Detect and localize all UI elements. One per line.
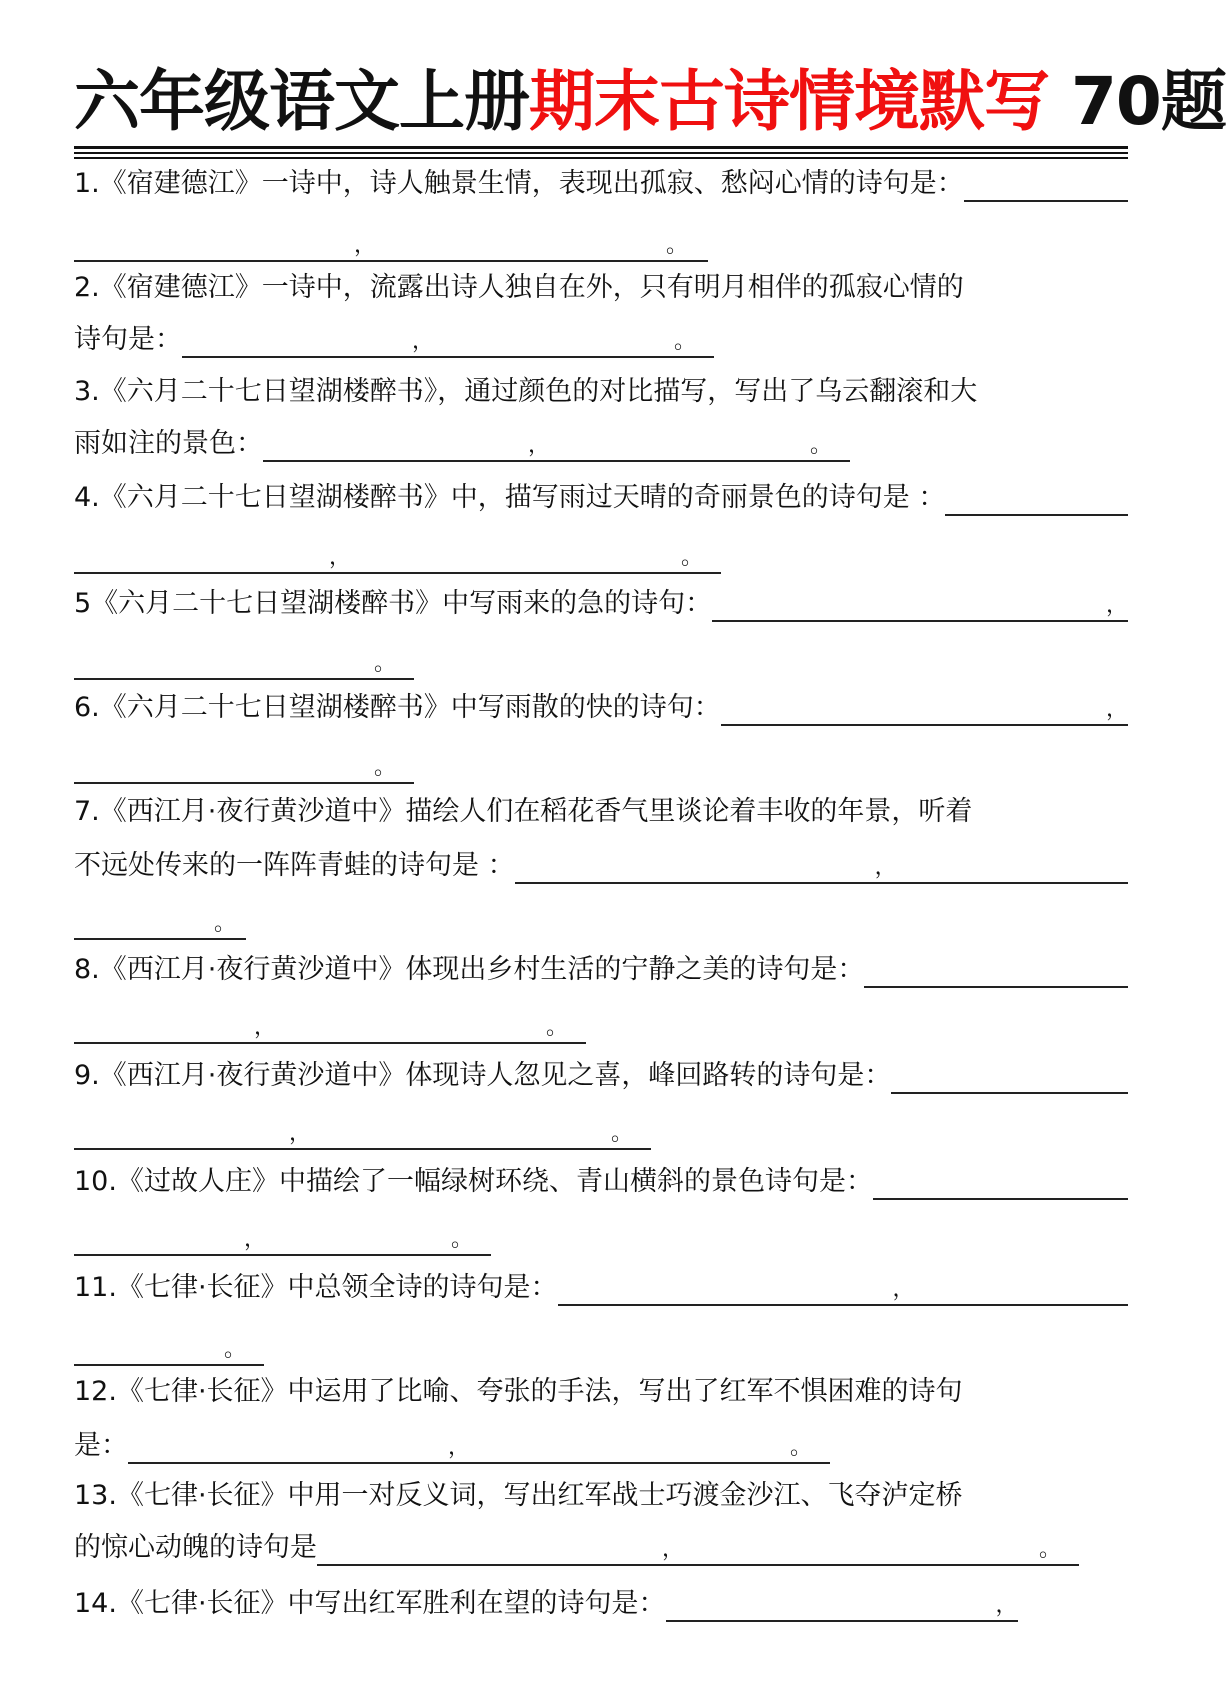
answer-blank[interactable] [266,1220,451,1256]
question-text: 13.《七律·长征》中用一对反义词，写出红军战士巧渡金沙江、飞夺泸定桥 [74,1480,963,1511]
period-mark: 。 [374,748,396,784]
title-rule-thick [74,146,1128,149]
comma-mark: ， [448,1428,470,1464]
question-line [74,1266,1128,1306]
answer-blank[interactable] [897,848,1128,884]
question-text: 雨如注的景色： [74,428,263,459]
comma-mark: ， [412,322,434,358]
answer-blank[interactable] [128,1428,448,1464]
answer-blank[interactable] [434,322,674,358]
question-text: 10.《过故人庄》中描绘了一幅绿树环绕、青山横斜的景色诗句是： [74,1166,873,1197]
answer-blank[interactable] [812,1428,830,1464]
question-text: 3.《六月二十七日望湖楼醉书》，通过颜色的对比描写，写出了乌云翻滚和大 [74,376,978,407]
answer-blank[interactable] [712,586,1106,622]
answer-blank[interactable] [396,748,414,784]
answer-blank[interactable] [473,1220,491,1256]
period-mark: 。 [1039,1530,1061,1566]
question-line [74,790,1128,830]
question-line [74,900,1128,940]
question-text: 8.《西江月·夜行黄沙道中》体现出乡村生活的宁静之美的诗句是： [74,954,865,985]
comma-mark: ， [893,1270,915,1306]
comma-mark: ， [528,426,550,462]
question-text: 12.《七律·长征》中运用了比喻、夸张的手法，写出了红军不惧困难的诗句 [74,1376,963,1407]
question-text: 11.《七律·长征》中总领全诗的诗句是： [74,1272,558,1303]
question-text: 6.《六月二十七日望湖楼醉书》中写雨散的快的诗句： [74,692,721,723]
comma-mark: ， [289,1114,311,1150]
answer-blank[interactable] [558,1270,893,1306]
comma-mark: ， [254,1008,276,1044]
page-title [74,62,1226,142]
answer-blank[interactable] [74,748,374,784]
answer-blank[interactable] [376,226,666,262]
question-line [74,948,1128,988]
answer-blank[interactable] [915,1270,1128,1306]
question-line [74,1526,1128,1566]
answer-blank[interactable] [236,904,246,940]
answer-blank[interactable] [515,848,875,884]
question-line [74,1216,1128,1256]
question-line [74,534,1128,574]
answer-blank[interactable] [550,426,810,462]
period-mark: 。 [674,322,696,358]
period-mark: 。 [790,1428,812,1464]
period-mark: 。 [214,904,236,940]
title-red: 期末古诗情境默写 [529,63,1049,140]
question-line [74,844,1128,884]
question-line [74,1582,1128,1622]
question-line [74,1424,1128,1464]
answer-blank[interactable] [74,226,354,262]
answer-blank[interactable] [311,1114,611,1150]
question-text: 4.《六月二十七日望湖楼醉书》中，描写雨过天晴的奇丽景色的诗句是 ： [74,482,946,513]
question-line [74,162,1128,202]
period-mark: 。 [666,226,688,262]
question-line [74,422,1128,462]
answer-blank[interactable] [703,538,721,574]
answer-blank[interactable] [688,226,708,262]
period-mark: 。 [224,1330,246,1366]
question-text: 的惊心动魄的诗句是 [74,1532,317,1563]
answer-blank[interactable] [1061,1530,1079,1566]
period-mark: 。 [374,644,396,680]
question-line [74,1160,1128,1200]
answer-blank[interactable] [666,1586,996,1622]
answer-blank[interactable] [74,1220,244,1256]
answer-blank[interactable] [696,322,714,358]
comma-mark: ， [354,226,376,262]
answer-blank[interactable] [74,1114,289,1150]
answer-blank[interactable] [74,644,374,680]
question-line [74,1326,1128,1366]
question-line [74,370,1128,410]
comma-mark: ， [329,538,351,574]
answer-blank[interactable] [74,538,329,574]
title-tail: 70题 [1070,63,1226,140]
period-mark: 。 [681,538,703,574]
answer-blank[interactable] [891,1058,1128,1094]
question-line [74,1474,1128,1514]
question-text: 诗句是： [74,324,182,355]
comma-mark: ， [1106,690,1128,726]
period-mark: 。 [810,426,832,462]
question-text: 9.《西江月·夜行黄沙道中》体现诗人忽见之喜，峰回路转的诗句是： [74,1060,892,1091]
question-line [74,318,1128,358]
question-line [74,582,1128,622]
answer-blank[interactable] [470,1428,790,1464]
period-mark: 。 [611,1114,633,1150]
question-line [74,1370,1128,1410]
question-text: 1.《宿建德江》一诗中，诗人触景生情，表现出孤寂、愁闷心情的诗句是： [74,168,964,199]
question-line [74,640,1128,680]
question-line [74,266,1128,306]
answer-blank[interactable] [246,1330,264,1366]
answer-blank[interactable] [721,690,1106,726]
title-rule-mid [74,152,1128,154]
question-text: 14.《七律·长征》中写出红军胜利在望的诗句是： [74,1588,666,1619]
answer-blank[interactable] [182,322,412,358]
question-line [74,1110,1128,1150]
question-text: 不远处传来的一阵阵青蛙的诗句是 ： [74,850,515,881]
question-text: 2.《宿建德江》一诗中，流露出诗人独自在外，只有明月相伴的孤寂心情的 [74,272,964,303]
answer-blank[interactable] [74,904,214,940]
question-text: 7.《西江月·夜行黄沙道中》描绘人们在稻花香气里谈论着丰收的年景，听着 [74,796,973,827]
comma-mark: ， [662,1530,684,1566]
answer-blank[interactable] [74,1330,224,1366]
answer-blank[interactable] [568,1008,586,1044]
question-line [74,1004,1128,1044]
answer-blank[interactable] [864,952,1128,988]
title-black: 六年级语文上册 [74,63,529,140]
question-text: 是： [74,1430,128,1461]
comma-mark: ， [996,1586,1018,1622]
answer-blank[interactable] [633,1114,651,1150]
answer-blank[interactable] [317,1530,662,1566]
comma-mark: ， [244,1220,266,1256]
question-line [74,476,1128,516]
period-mark: 。 [546,1008,568,1044]
answer-blank[interactable] [351,538,681,574]
question-line [74,744,1128,784]
question-text: 5《六月二十七日望湖楼醉书》中写雨来的急的诗句： [74,588,713,619]
period-mark: 。 [451,1220,473,1256]
question-line [74,222,1128,262]
answer-blank[interactable] [964,166,1128,202]
answer-blank[interactable] [684,1530,1039,1566]
answer-blank[interactable] [396,644,414,680]
answer-blank[interactable] [873,1164,1128,1200]
comma-mark: ， [875,848,897,884]
question-line [74,1054,1128,1094]
answer-blank[interactable] [276,1008,546,1044]
comma-mark: ， [1106,586,1128,622]
title-rule-thin [74,157,1128,159]
answer-blank[interactable] [74,1008,254,1044]
answer-blank[interactable] [832,426,850,462]
question-line [74,686,1128,726]
answer-blank[interactable] [263,426,528,462]
answer-blank[interactable] [945,480,1128,516]
